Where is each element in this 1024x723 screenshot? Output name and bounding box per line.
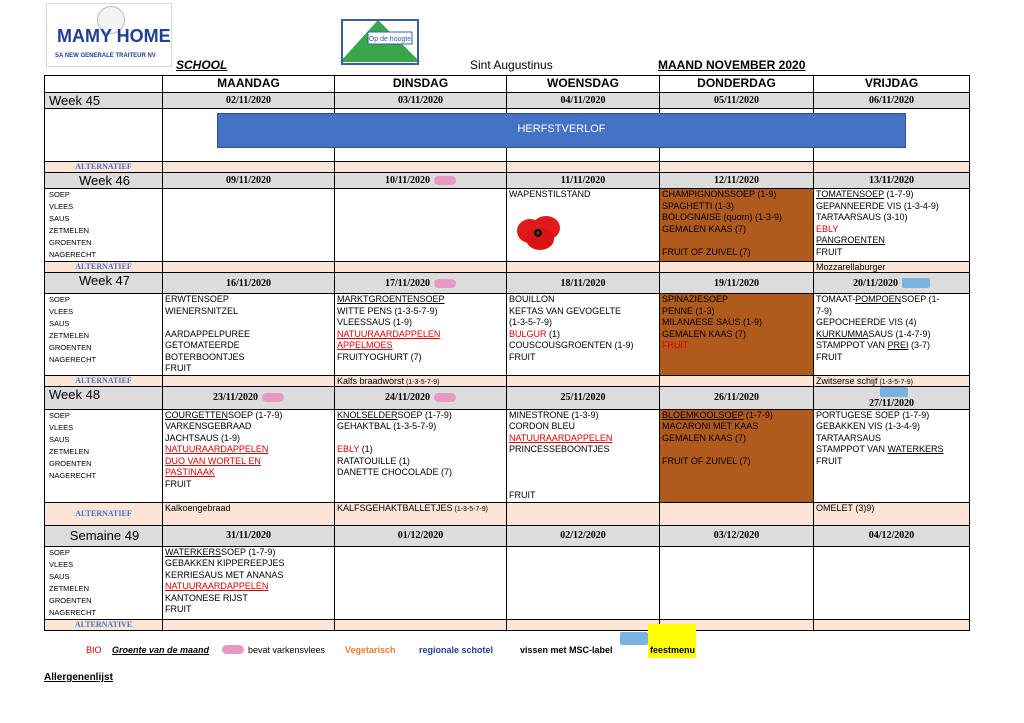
menu-line: FRUIT (816, 246, 843, 257)
week-label: Week 45 (45, 93, 163, 109)
msc-fish-icon (902, 278, 930, 288)
menu-row (45, 189, 970, 262)
menu-text: PREI (887, 340, 909, 350)
menu-cell (660, 546, 814, 619)
allergen-list-link[interactable]: Allergenenlijst (44, 672, 113, 683)
logo-subtitle: SA NEW GENERALE TRAITEUR NV (55, 53, 156, 59)
pork-icon (262, 393, 284, 402)
menu-text: BLOEMKOOLSOEP (662, 409, 744, 420)
labels-cell (45, 409, 163, 502)
menu-cell (660, 189, 814, 262)
alternative-row (45, 262, 970, 273)
week-label: Week 46 (45, 173, 163, 189)
date-cell (335, 386, 507, 409)
date-cell: 01/12/2020 (335, 525, 507, 546)
menu-text: STAMPPOT VAN (816, 340, 888, 350)
menu-text: KNOLSELDER (337, 409, 398, 420)
menu-text: WATERKERS (887, 444, 944, 454)
menu-line (509, 479, 657, 491)
alternative-text: OMELET (816, 502, 853, 513)
date-cell (814, 386, 970, 409)
date-text: 24/11/2020 (384, 392, 430, 403)
menu-line: GEHAKTBAL (1-3-5-7-9) (337, 421, 437, 431)
date-text: 20/11/2020 (852, 277, 898, 289)
date-cell: 03/11/2020 (335, 93, 507, 109)
menu-line (662, 444, 811, 456)
menu-line: RATATOUILLE (1) (337, 455, 410, 466)
date-cell: 13/11/2020 (814, 173, 970, 189)
menu-text: STAMPPOT VAN (816, 444, 888, 454)
menu-line: GEPOCHEERDE VIS (4) (816, 317, 917, 327)
menu-line: GEMALEN KAAS (7) (662, 223, 747, 234)
menu-cell (163, 409, 335, 502)
alternative-text: KALFSGEHAKTBALLETJES (337, 502, 453, 513)
day-friday: VRIJDAG (814, 76, 970, 93)
week-label: Week 47 (45, 273, 163, 294)
mamy-home-logo (46, 3, 172, 67)
menu-cell (163, 189, 335, 262)
menu-line: SPINAZIESOEP (662, 294, 729, 304)
legend-bio: BIO (86, 645, 102, 655)
legend-feestmenu: feestmenu (650, 645, 696, 655)
menu-text: SOEP (1- (901, 294, 940, 304)
pork-icon (222, 645, 244, 654)
poppy-icon (516, 215, 562, 251)
menu-line: FRUIT (816, 351, 843, 362)
menu-text: SAUS (1-4-7-9) (868, 328, 931, 339)
alternative-row (45, 502, 970, 525)
row-label: NAGERECHT (49, 250, 97, 259)
menu-line: PENNE (1-3) (662, 305, 715, 316)
menu-line: DUO VAN WORTEL EN (165, 455, 261, 466)
week-row (45, 273, 970, 294)
week-row (45, 93, 970, 109)
menu-line: GEBAKKEN KIPPEREEPJES (165, 558, 285, 568)
menu-line: NATUURAARDAPPELEN (337, 328, 441, 339)
menu-text: (1-7-9) (743, 409, 773, 420)
menu-line: PANGROENTEN (816, 235, 885, 245)
menu-line: SPAGHETTI (1-3) (662, 200, 734, 211)
op-de-hoogte-logo (338, 18, 422, 66)
menu-line: WIENERSNITZEL (165, 305, 239, 316)
row-label: GROENTEN (49, 595, 92, 605)
week-row (45, 386, 970, 409)
date-cell (814, 273, 970, 294)
msc-fish-icon (620, 632, 648, 645)
menu-line: FRUIT OF ZUIVEL (7) (662, 246, 751, 257)
menu-table (44, 75, 970, 631)
date-cell: 05/11/2020 (660, 93, 814, 109)
allergen-text: (1-3-5-7-9) (877, 378, 913, 386)
week-row (45, 173, 970, 189)
menu-text: (3-7) (908, 340, 931, 350)
allergen-text: (1-3-5-7-9) (452, 505, 488, 513)
day-tuesday: DINSDAG (335, 76, 507, 93)
legend-vegetarisch: Vegetarisch (345, 645, 396, 655)
row-label: SAUS (49, 571, 70, 581)
menu-line: JACHTSAUS (1-9) (165, 432, 241, 443)
menu-line: NATUURAARDAPPELEN (165, 581, 269, 591)
row-label: GROENTEN (49, 458, 92, 468)
logo-brand-text: MAMY HOME (57, 26, 171, 46)
menu-line: GEBAKKEN VIS (1-3-4-9) (816, 421, 921, 431)
row-label: NAGERECHT (49, 607, 97, 617)
alternative-row (45, 619, 970, 630)
menu-text: SOEP (1-7-9) (397, 409, 452, 420)
menu-cell (814, 546, 970, 619)
alternative-label: ALTERNATIEF (45, 262, 163, 273)
menu-text: EBLY (337, 444, 360, 454)
alternative-item: Kalkoengebraad (163, 502, 335, 525)
date-cell (335, 173, 507, 189)
pork-icon (434, 176, 456, 185)
legend-msc: vissen met MSC-label (520, 645, 613, 655)
menu-line: FRUIT (509, 351, 536, 362)
menu-line (337, 444, 504, 456)
row-label: GROENTEN (49, 238, 92, 247)
alternative-item: Mozzarellaburger (814, 262, 970, 273)
menu-cell (507, 546, 660, 619)
menu-line: APPELMOES (337, 340, 393, 350)
menu-cell (335, 294, 507, 376)
menu-text: (1-7-9) (884, 189, 914, 199)
menu-cell (814, 294, 970, 376)
menu-row (45, 409, 970, 502)
menu-text: TOMATENSOEP (816, 189, 885, 199)
menu-line: FRUIT (165, 604, 192, 614)
menu-line: MILANAESE SAUS (1-9) (662, 317, 763, 327)
labels-cell (45, 109, 163, 162)
row-label: VLEES (49, 307, 74, 316)
date-text: 27/11/2020 (868, 397, 914, 409)
menu-text: BULGUR (509, 328, 547, 339)
date-cell: 26/11/2020 (660, 386, 814, 409)
menu-line: (1-3-5-7-9) (509, 317, 553, 327)
row-label: SOEP (49, 547, 70, 557)
menu-line (816, 340, 967, 352)
alternative-text: Kalfs braadworst (337, 375, 405, 386)
alternative-item (814, 502, 970, 525)
menu-text: POMPOEN (855, 294, 902, 304)
week-label: Week 48 (45, 386, 163, 409)
menu-line: VLEESSAUS (1-9) (337, 317, 413, 327)
menu-line (509, 456, 657, 468)
row-label: SOEP (49, 190, 70, 199)
menu-line (816, 444, 967, 456)
menu-cell (163, 546, 335, 619)
legend-varkensvlees: bevat varkensvlees (248, 645, 326, 655)
menu-line (165, 547, 332, 559)
pork-icon (434, 279, 456, 288)
date-cell: 25/11/2020 (507, 386, 660, 409)
month-title: MAAND NOVEMBER 2020 (658, 58, 806, 72)
row-label: VLEES (49, 559, 74, 569)
date-text: 10/11/2020 (384, 175, 430, 186)
row-label: ZETMELEN (49, 331, 90, 340)
menu-cell (660, 294, 814, 376)
alternative-row (45, 375, 970, 386)
row-label: SOEP (49, 295, 70, 304)
op-de-hoogte-icon (338, 18, 422, 66)
menu-line: TARTAARSAUS (816, 432, 882, 443)
menu-line (337, 410, 504, 422)
alternative-text: Zwitserse schijf (816, 375, 878, 386)
menu-text: (1) (546, 328, 561, 339)
date-cell: 04/12/2020 (814, 525, 970, 546)
date-cell: 11/11/2020 (507, 173, 660, 189)
row-label: GROENTEN (49, 343, 92, 352)
menu-line (662, 235, 811, 247)
menu-row (45, 294, 970, 376)
menu-line: KANTONESE RIJST (165, 592, 248, 603)
day-wednesday: WOENSDAG (507, 76, 660, 93)
menu-line: VARKENSGEBRAAD (165, 421, 252, 431)
menu-line: PORTUGESE SOEP (1-7-9) (816, 409, 930, 420)
date-cell (335, 273, 507, 294)
legend-regionaal: regionale schotel (419, 645, 494, 655)
menu-line (337, 433, 504, 445)
date-cell: 03/12/2020 (660, 525, 814, 546)
row-label: VLEES (49, 202, 74, 211)
menu-line: NATUURAARDAPPELEN (509, 432, 613, 443)
row-label: SAUS (49, 434, 70, 444)
menu-line: FRUIT (509, 490, 536, 500)
menu-cell (507, 409, 660, 502)
menu-line: CORDON BLEU (509, 421, 576, 431)
menu-line: PASTINAAK (165, 467, 215, 477)
pork-icon (434, 393, 456, 402)
row-label: NAGERECHT (49, 355, 97, 364)
labels-cell (45, 294, 163, 376)
logo2-text: Op de hoogte (368, 36, 412, 43)
alternative-label: ALTERNATIEF (45, 162, 163, 173)
menu-cell (507, 294, 660, 376)
alternative-item (814, 375, 970, 386)
menu-line: GETOMATEERDE (165, 340, 240, 350)
menu-line: PRINCESSEBOONTJES (509, 444, 610, 454)
menu-line: COUSCOUSGROENTEN (1-9) (509, 340, 634, 350)
menu-line: FRUIT (165, 363, 192, 373)
menu-line: BOLOGNAISE (quorn) (1-3-9) (662, 212, 783, 222)
allergen-text: (1-3-5-7-9) (404, 378, 440, 386)
date-cell: 31/11/2020 (163, 525, 335, 546)
menu-line: ERWTENSOEP (165, 294, 229, 304)
alternative-item (335, 502, 507, 525)
menu-line (165, 410, 332, 422)
alternative-item (335, 375, 507, 386)
date-cell: 19/11/2020 (660, 273, 814, 294)
row-label: ZETMELEN (49, 446, 90, 456)
day-monday: MAANDAG (163, 76, 335, 93)
date-cell: 18/11/2020 (507, 273, 660, 294)
legend-groente: Groente van de maand (112, 645, 210, 655)
date-cell: 02/11/2020 (163, 93, 335, 109)
menu-line: GEMALEN KAAS (7) (662, 328, 747, 339)
menu-line: KERRIESAUS MET ANANAS (165, 569, 284, 580)
menu-cell (660, 409, 814, 502)
row-label: SAUS (49, 319, 70, 328)
menu-line: FRUITYOGHURT (7) (337, 351, 422, 362)
menu-line: FRUIT (816, 455, 843, 466)
menu-line (816, 189, 967, 201)
menu-row (45, 546, 970, 619)
alternative-label: ALTERNATIVE (45, 619, 163, 630)
menu-line (509, 467, 657, 479)
menu-line: EBLY (816, 223, 839, 234)
menu-text: TOMAAT- (816, 294, 856, 304)
menu-cell (335, 189, 507, 262)
menu-line: CHAMPIGNONSSOEP (1-9) (662, 189, 777, 199)
menu-text: COURGETTEN (165, 409, 228, 420)
week-label: Semaine 49 (45, 525, 163, 546)
msc-fish-icon (880, 387, 908, 397)
menu-line (662, 410, 811, 422)
date-cell: 09/11/2020 (163, 173, 335, 189)
alternative-row (45, 162, 970, 173)
menu-line: GEMALEN KAAS (7) (662, 432, 747, 443)
menu-text: SOEP (1-7-9) (221, 546, 276, 557)
menu-text: WATERKERS (165, 546, 222, 557)
menu-text: (1) (359, 444, 373, 454)
menu-line: AARDAPPELPUREE (165, 328, 251, 339)
row-label: ZETMELEN (49, 226, 90, 235)
date-cell: 06/11/2020 (814, 93, 970, 109)
day-header-row (45, 76, 970, 93)
menu-line (509, 329, 657, 341)
date-cell: 12/11/2020 (660, 173, 814, 189)
date-cell: 16/11/2020 (163, 273, 335, 294)
menu-cell (335, 546, 507, 619)
menu-line: BOTERBOONTJES (165, 351, 245, 362)
menu-line: KEFTAS VAN GEVOGELTE (509, 305, 622, 316)
menu-cell (335, 409, 507, 502)
menu-cell (163, 294, 335, 376)
menu-line: FRUIT (662, 340, 689, 350)
menu-line: FRUIT (165, 478, 192, 489)
row-label: VLEES (49, 422, 74, 432)
menu-line (816, 294, 967, 306)
holiday-banner: HERFSTVERLOF (217, 113, 906, 148)
date-text: 23/11/2020 (212, 392, 258, 403)
menu-text: KURKUMMA (816, 328, 869, 339)
alternative-label: ALTERNATIEF (45, 375, 163, 386)
row-label: ZETMELEN (49, 583, 90, 593)
menu-cell (814, 189, 970, 262)
menu-line: MINESTRONE (1-3-9) (509, 409, 599, 420)
allergen-text: (3)9) (852, 502, 875, 513)
school-label: SCHOOL (176, 58, 228, 72)
menu-line: DANETTE CHOCOLADE (7) (337, 467, 453, 477)
menu-line: WITTE PENS (1-3-5-7-9) (337, 305, 438, 316)
date-cell: 02/12/2020 (507, 525, 660, 546)
row-label: SAUS (49, 214, 70, 223)
week-row (45, 525, 970, 546)
menu-line: MARKTGROENTENSOEP (337, 294, 445, 304)
menu-line (165, 317, 332, 329)
menu-line (816, 329, 967, 341)
date-cell: 04/11/2020 (507, 93, 660, 109)
corner-cell (45, 76, 163, 93)
menu-line: BOUILLON (509, 294, 555, 304)
labels-cell (45, 189, 163, 262)
menu-line: GEPANNEERDE VIS (1-3-4-9) (816, 200, 939, 211)
date-cell (163, 386, 335, 409)
school-name: Sint Augustinus (470, 58, 553, 72)
date-text: 17/11/2020 (384, 277, 430, 289)
menu-line: FRUIT OF ZUIVEL (7) (662, 455, 751, 466)
menu-line: NATUURAARDAPPELEN (165, 444, 269, 454)
labels-cell (45, 546, 163, 619)
day-thursday: DONDERDAG (660, 76, 814, 93)
row-label: NAGERECHT (49, 470, 97, 480)
menu-line: WAPENSTILSTAND (509, 189, 591, 199)
menu-line: TARTAARSAUS (3-10) (816, 212, 908, 222)
menu-text: SOEP (1-7-9) (228, 409, 283, 420)
menu-line: MACARONI MET KAAS (662, 421, 759, 431)
row-label: SOEP (49, 410, 70, 420)
menu-line: 7-9) (816, 305, 833, 316)
alternative-label: ALTERNATIEF (45, 502, 163, 525)
menu-cell (814, 409, 970, 502)
